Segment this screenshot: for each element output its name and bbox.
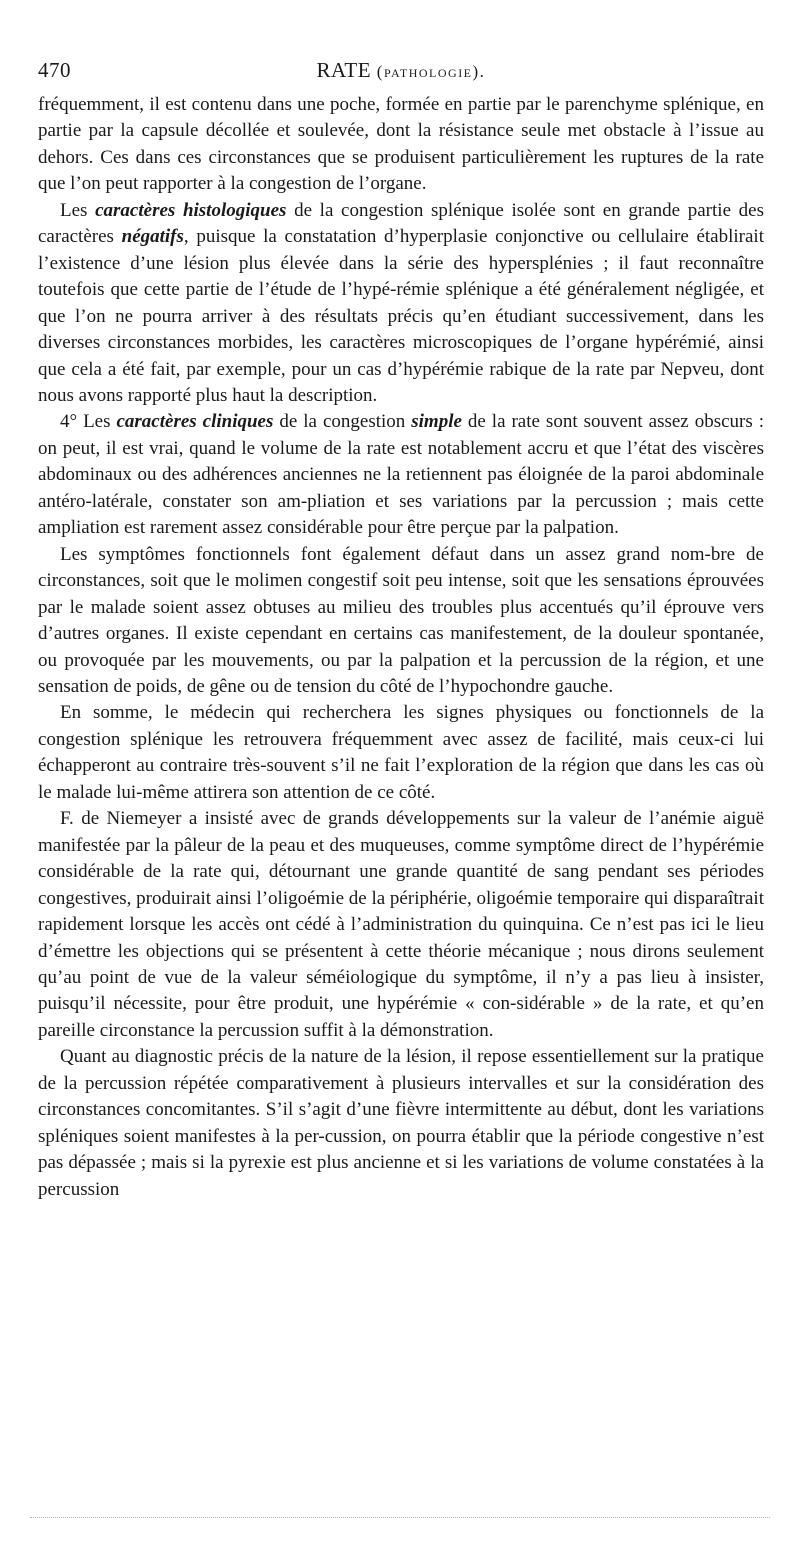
italic-term: caractères cliniques [116, 411, 274, 433]
book-page [38, 58, 764, 1203]
text-run: de la rate sont souvent assez obscurs : on peut, il est vrai, quand le volume de la rate est notablement accru et que l’état des viscères abdominaux ou des adhérences anciennes ne la retiennent pas éloignée de la paroi abdominale antéro-latérale, constater son am-pliation et ses variations par la percussion ; mais cette ampliation est rarement assez considérable pour être perçue par la palpation. [38, 411, 765, 539]
running-title-subtitle: (pathologie). [376, 62, 486, 81]
paragraph [38, 542, 764, 701]
text-run: de la congestion [273, 411, 412, 433]
text-run: , puisque la constatation d’hyperplasie conjonctive ou cellulaire établirait l’existence d’une lésion plus élevée dans la série des hypersplénies ; il faut reconnaître toutefois que cette partie de l’étude de l’hypé-rémie splénique a été généralement négligée, et que l’on ne pourra arriver à des résultats précis qu’en étudiant successivement, dans les diverses circonstances morbides, les caractères microscopiques de l’organe hypérémié, ainsi que cela a été fait, par exemple, pour un cas d’hypérémie rabique de la rate par Nepveu, dont nous avons rapporté plus haut la description. [38, 226, 764, 406]
running-title [38, 58, 764, 83]
page-number: 470 [38, 58, 71, 82]
footer-rule [30, 1517, 770, 1518]
paragraph [38, 1044, 764, 1203]
paragraph [38, 198, 764, 410]
text-run: 4° Les [60, 411, 117, 433]
page-header [38, 58, 764, 92]
paragraph [38, 92, 764, 198]
text-run: fréquemment, il est contenu dans une poche, formée en partie par le parenchyme splénique, en partie par la capsule décollée et soulevée, dont la résistance seule met obstacle à l’issue au dehors. Ces dans ces circonstances que se produisent particulièrement les ruptures de la rate que l’on peut rapporter à la congestion de l’organe. [38, 94, 764, 195]
body-text [38, 92, 764, 1203]
paragraph [38, 700, 764, 806]
italic-term: simple [411, 411, 462, 433]
text-run: de la congestion splénique isolée sont en grande partie des caractères [38, 199, 764, 248]
text-run: F. de Niemeyer a insisté avec de grands développements sur la valeur de l’anémie aiguë manifestée par la pâleur de la peau et des muqueuses, comme symptôme direct de l’hypérémie considérable de la rate qui, détournant une grande quantité de sang pendant ses périodes congestives, produirait ainsi l’oligoémie de la périphérie, oligoémie temporaire qui disparaîtrait rapidement lorsque les accès ont cédé à l’administration du quinquina. Ce n’est pas ici le lieu d’émettre les objections qui se présentent à cette théorie mécanique ; nous dirons seulement qu’au point de vue de la valeur séméiologique du symptôme, il n’y a pas lieu à insister, puisqu’il nécessite, pour être produit, une hypérémie « con-sidérable » de la rate, et qu’en pareille circonstance la percussion suffit à la démonstration. [38, 808, 764, 1041]
text-run: Les [60, 199, 96, 221]
text-run: En somme, le médecin qui recherchera les signes physiques ou fonctionnels de la congestion splénique les retrouvera fréquemment avec assez de facilité, mais ceux-ci lui échapperont au contraire très-souvent s’il ne fait l’exploration de la région que dans les cas où le malade lui-même attirera son attention de ce côté. [38, 702, 764, 803]
paragraph [38, 806, 764, 1044]
text-run: Quant au diagnostic précis de la nature de la lésion, il repose essentiellement sur la pratique de la percussion répétée comparativement à plusieurs intervalles et sur la considération des circonstances concomitantes. S’il s’agit d’une fièvre intermittente au début, dont les variations spléniques soient manifestes à la per-cussion, on pourra établir que la période congestive n’est pas dépassée ; mais si la pyrexie est plus ancienne et si les variations de volume constatées à la percussion [38, 1046, 764, 1200]
running-title-main: RATE [316, 58, 372, 82]
italic-term: caractères histologiques [95, 199, 287, 221]
paragraph [38, 409, 764, 541]
italic-term: négatifs [121, 226, 184, 248]
text-run: Les symptômes fonctionnels font également défaut dans un assez grand nom-bre de circonstances, soit que le molimen congestif soit peu intense, soit que les sensations éprouvées par le malade soient assez obtuses au milieu des troubles plus accentués qu’il éprouve vers d’autres organes. Il existe cependant en certains cas manifestement, de la douleur spontanée, ou provoquée par les mouvements, ou par la palpation et la percussion de la région, et une sensation de poids, de gêne ou de tension du côté de l’hypochondre gauche. [38, 543, 764, 697]
